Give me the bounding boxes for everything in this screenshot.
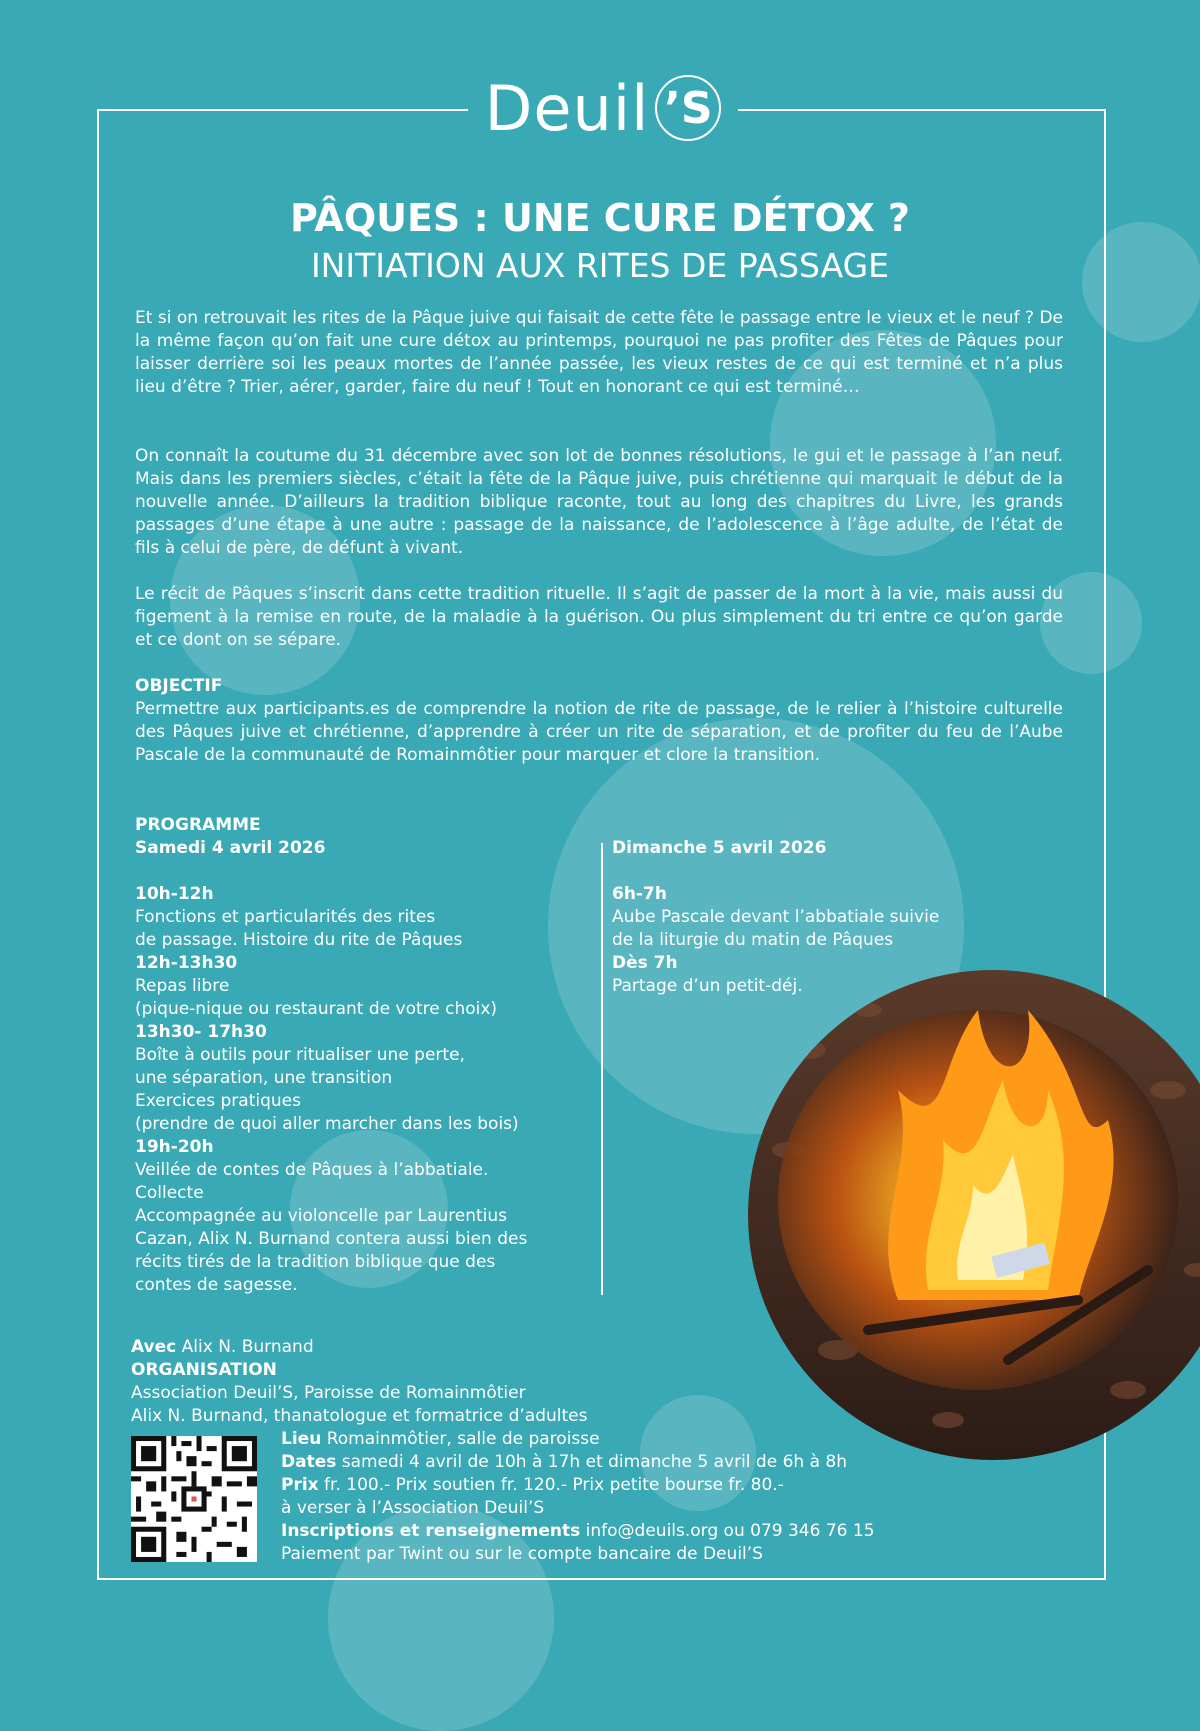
slot-line: (prendre de quoi aller marcher dans les bois): [135, 1114, 519, 1134]
slot-line: récits tirés de la tradition biblique que des: [135, 1252, 496, 1272]
slot-line: de la liturgie du matin de Pâques: [612, 930, 894, 950]
slot-line: Boîte à outils pour ritualiser une perte,: [135, 1045, 465, 1065]
slot-time: 12h-13h30: [135, 953, 238, 973]
slot-line: Cazan, Alix N. Burnand contera aussi bien des: [135, 1229, 528, 1249]
slot-time: 19h-20h: [135, 1137, 214, 1157]
logo-word: Deuil: [484, 71, 650, 145]
slot-line: Partage d’un petit-déj.: [612, 976, 803, 996]
qr-code-pattern: [131, 1436, 257, 1562]
column-divider: [601, 843, 603, 1295]
slot-line: Repas libre: [135, 976, 230, 996]
intro-paragraph-1: Et si on retrouvait les rites de la Pâque juive qui faisait de cette fête le passage entre le vieux et le neuf ? De la même façon qu’on fait une cure détox au printemps, pourquoi ne pas profiter des Fêtes de Pâques pour laisser derrière soi les peaux mortes de l’année passée, les vieux restes de ce qui est terminé et n’a plus lieu d’être ? Trier, aérer, garder, faire du neuf ! Tout en honorant ce qui est terminé…: [135, 308, 1063, 397]
slot-line: Aube Pascale devant l’abbatiale suivie: [612, 907, 940, 927]
dates-value: samedi 4 avril de 10h à 17h et dimanche 5 avril de 6h à 8h: [341, 1452, 847, 1472]
slot-time: Dès 7h: [612, 953, 678, 973]
sunday-day: Dimanche 5 avril 2026: [612, 838, 827, 858]
slot-line: Accompagnée au violoncelle par Laurentius: [135, 1206, 508, 1226]
objectif-text: Permettre aux participants.es de comprendre la notion de rite de passage, de le relier à l’histoire culturelle des Pâques juive et chrétienne, d’apprendre à créer un rite de séparation, et de profiter du feu de l’Aube Pascale de la communauté de Romainmôtier pour marquer et clore la transition.: [135, 699, 1063, 765]
prix-value: fr. 100.- Prix soutien fr. 120.- Prix petite bourse fr. 80.-: [324, 1475, 784, 1495]
organisation-line: Association Deuil’S, Paroisse de Romainmôtier: [131, 1383, 526, 1403]
objectif-section: [135, 675, 1063, 767]
slot-line: contes de sagesse.: [135, 1275, 298, 1295]
intro-paragraph-2: On connaît la coutume du 31 décembre avec son lot de bonnes résolutions, le gui et le passage à l’an neuf. Mais dans les premiers siècles, c’était la fête de la Pâque juive, puis chrétienne qui marquait le début de la nouvelle année. D’ailleurs la tradition biblique raconte, tout au long des chapitres du Livre, les grands passages d’une étape à une autre : passage de la naissance, de l’adolescence à l’âge adulte, de l’état de fils à celui de père, de défunt à vivant.: [135, 446, 1063, 558]
qr-code-icon[interactable]: [131, 1436, 257, 1562]
slot-line: Veillée de contes de Pâques à l’abbatiale.: [135, 1160, 489, 1180]
prix-label: Prix: [281, 1475, 319, 1495]
slot-line: (pique-nique ou restaurant de votre choix): [135, 999, 498, 1019]
programme-saturday: [135, 814, 595, 1297]
slot-line: une séparation, une transition: [135, 1068, 393, 1088]
inscriptions-label: Inscriptions et renseignements: [281, 1521, 581, 1541]
objectif-heading: OBJECTIF: [135, 676, 223, 696]
prix-extra: à verser à l’Association Deuil’S: [281, 1498, 545, 1518]
contact-link[interactable]: info@deuils.org ou 079 346 76 15: [585, 1521, 875, 1541]
organisation-section: [131, 1336, 751, 1428]
organisation-line: Alix N. Burnand, thanatologue et formatrice d’adultes: [131, 1406, 588, 1426]
slot-line: Collecte: [135, 1183, 204, 1203]
page-title: PÂQUES : UNE CURE DÉTOX ?: [290, 196, 910, 240]
paiement-text: Paiement par Twint ou sur le compte bancaire de Deuil’S: [281, 1544, 763, 1564]
avec-value: Alix N. Burnand: [181, 1337, 314, 1357]
logo: [468, 68, 738, 148]
slot-line: Fonctions et particularités des rites: [135, 907, 436, 927]
page-subtitle: INITIATION AUX RITES DE PASSAGE: [310, 246, 890, 285]
slot-time: 10h-12h: [135, 884, 214, 904]
slot-line: de passage. Histoire du rite de Pâques: [135, 930, 463, 950]
organisation-heading: ORGANISATION: [131, 1360, 277, 1380]
dates-label: Dates: [281, 1452, 337, 1472]
details-section: [281, 1428, 1021, 1566]
lieu-label: Lieu: [281, 1429, 322, 1449]
slot-time: 13h30- 17h30: [135, 1022, 267, 1042]
slot-line: Exercices pratiques: [135, 1091, 301, 1111]
logo-mark: ’S: [655, 75, 721, 141]
saturday-day: Samedi 4 avril 2026: [135, 838, 326, 858]
avec-label: Avec: [131, 1337, 177, 1357]
lieu-value: Romainmôtier, salle de paroisse: [326, 1429, 600, 1449]
programme-heading: PROGRAMME: [135, 815, 261, 835]
slot-time: 6h-7h: [612, 884, 667, 904]
intro-paragraph-3: Le récit de Pâques s’inscrit dans cette tradition rituelle. Il s’agit de passer de la mort à la vie, mais aussi du figement à la remise en route, de la maladie à la guérison. Ou plus simplement du tri entre ce qu’on garde et ce dont on se sépare.: [135, 584, 1063, 650]
